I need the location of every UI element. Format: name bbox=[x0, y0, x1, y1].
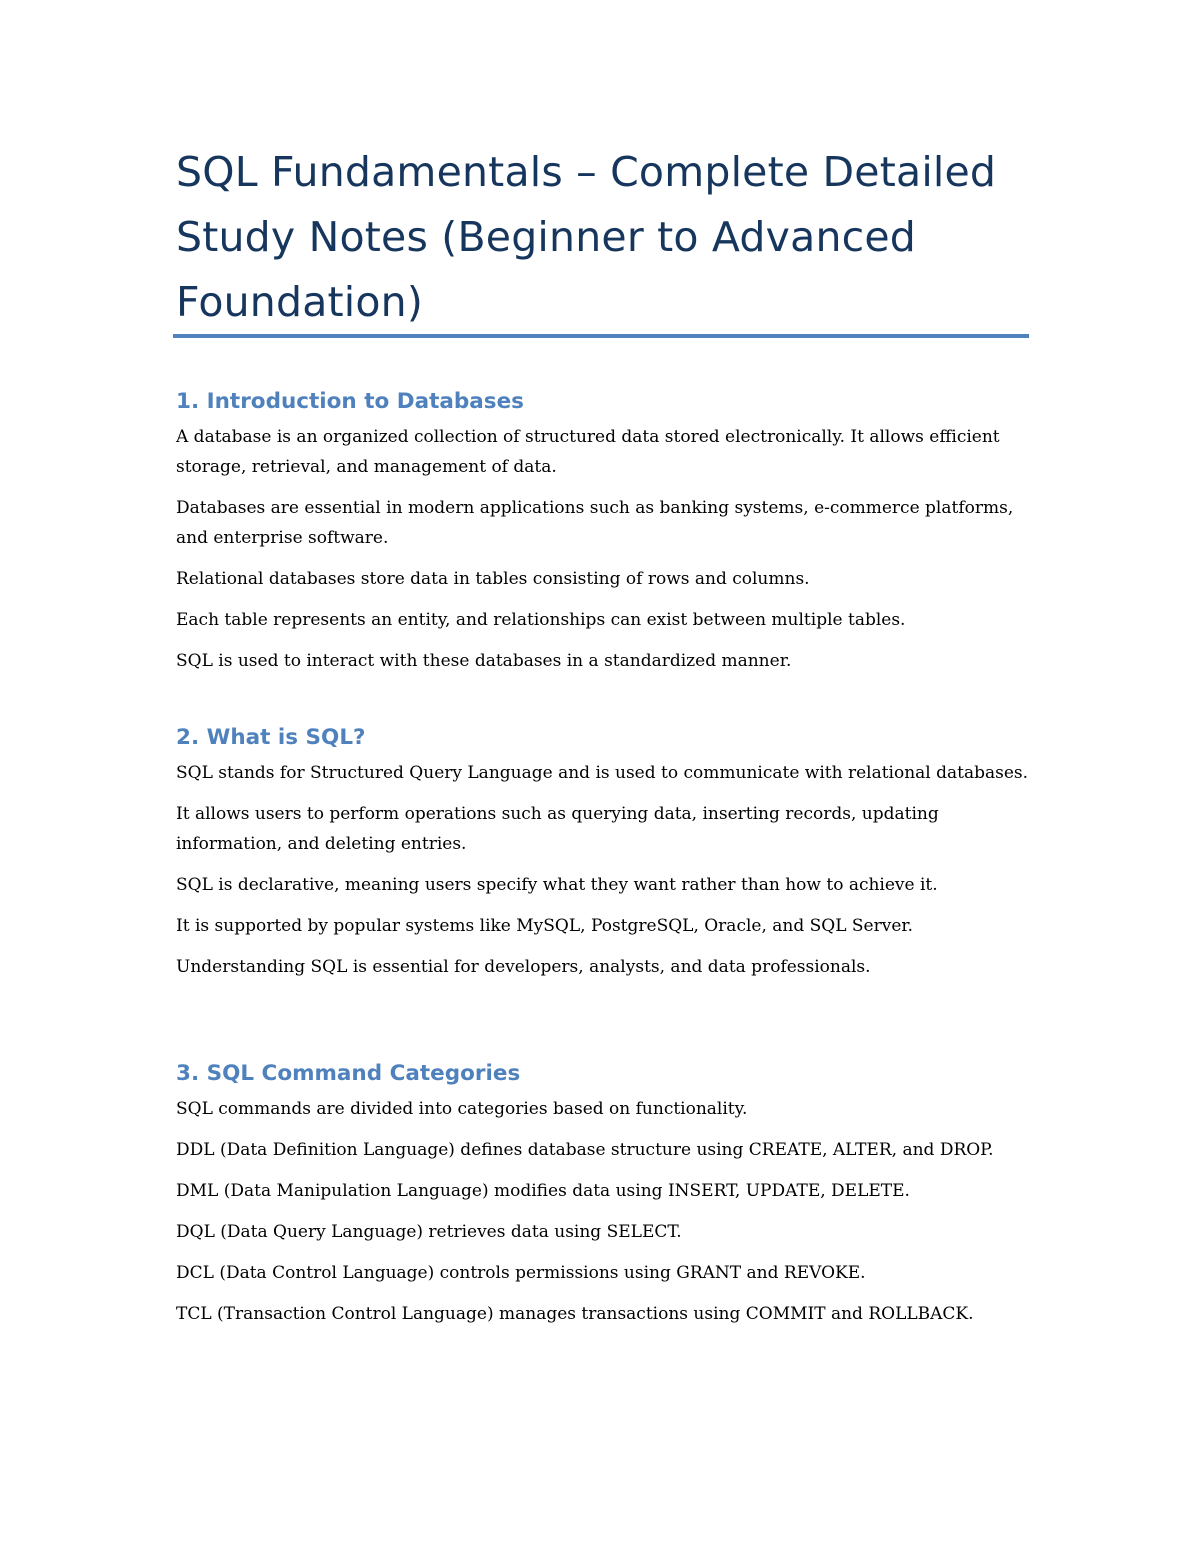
section-paragraph: Each table represents an entity, and relationships can exist between multiple tables. bbox=[176, 610, 906, 630]
section-paragraph: DDL (Data Definition Language) defines database structure using CREATE, ALTER, and DROP. bbox=[176, 1140, 994, 1160]
title-underline bbox=[173, 334, 1029, 338]
section-paragraph: DQL (Data Query Language) retrieves data using SELECT. bbox=[176, 1222, 682, 1242]
section-what-is-sql bbox=[176, 724, 1046, 993]
section-heading: 2. What is SQL? bbox=[176, 725, 366, 750]
section-paragraph: DCL (Data Control Language) controls permissions using GRANT and REVOKE. bbox=[176, 1263, 866, 1283]
section-paragraph: SQL is used to interact with these databases in a standardized manner. bbox=[176, 651, 792, 671]
section-paragraph: SQL stands for Structured Query Language and is used to communicate with relational databases. bbox=[176, 763, 1029, 783]
section-heading: 3. SQL Command Categories bbox=[176, 1061, 521, 1086]
section-paragraph: SQL is declarative, meaning users specify what they want rather than how to achieve it. bbox=[176, 875, 938, 895]
section-paragraph: Databases are essential in modern applications such as banking systems, e-commerce platforms, and enterprise software. bbox=[176, 498, 1014, 548]
section-heading: 1. Introduction to Databases bbox=[176, 389, 524, 414]
section-paragraph: Understanding SQL is essential for developers, analysts, and data professionals. bbox=[176, 957, 871, 977]
section-sql-command-categories bbox=[176, 1060, 1046, 1340]
section-paragraph: It allows users to perform operations such as querying data, inserting records, updating information, and deleting entries. bbox=[176, 804, 939, 854]
section-paragraph: A database is an organized collection of structured data stored electronically. It allows efficient storage, retrieval, and management of data. bbox=[176, 427, 1000, 477]
document-title: SQL Fundamentals – Complete Detailed Study Notes (Beginner to Advanced Foundation) bbox=[176, 148, 997, 326]
section-paragraph: TCL (Transaction Control Language) manages transactions using COMMIT and ROLLBACK. bbox=[176, 1304, 974, 1324]
section-paragraph: It is supported by popular systems like MySQL, PostgreSQL, Oracle, and SQL Server. bbox=[176, 916, 914, 936]
section-paragraph: Relational databases store data in tables consisting of rows and columns. bbox=[176, 569, 810, 589]
section-paragraph: SQL commands are divided into categories based on functionality. bbox=[176, 1099, 748, 1119]
section-paragraph: DML (Data Manipulation Language) modifies data using INSERT, UPDATE, DELETE. bbox=[176, 1181, 910, 1201]
section-introduction-to-databases bbox=[176, 388, 1046, 687]
